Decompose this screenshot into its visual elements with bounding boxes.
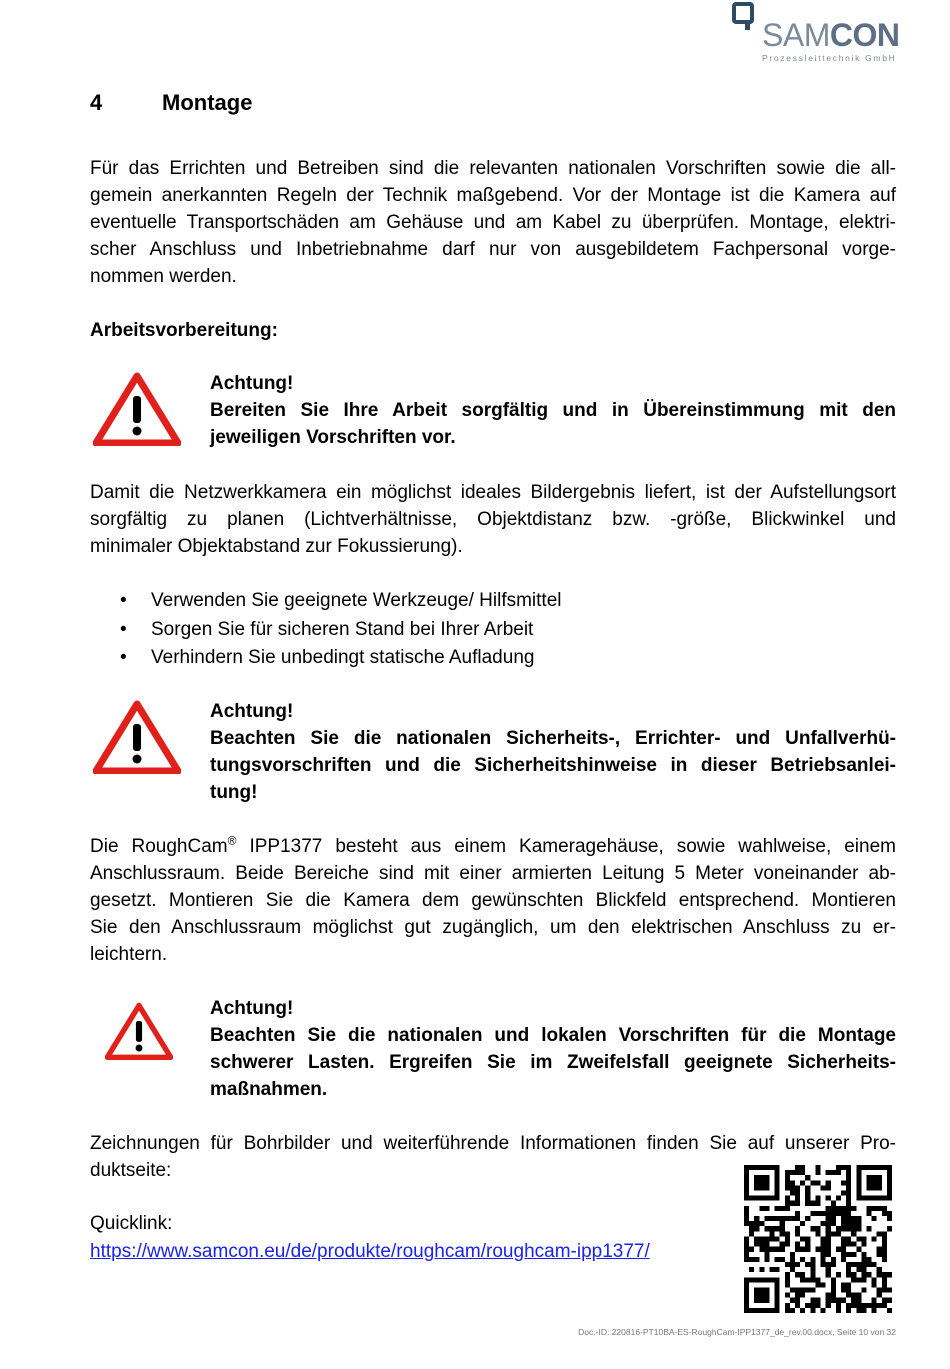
warning-triangle-icon xyxy=(93,700,181,774)
quicklink-block xyxy=(90,1210,650,1266)
warning-box-1: Achtung! Bereiten Sie Ihre Arbeit sorgfältig und in Übereinstimmung mit den jeweiligen Vorschriften vor. xyxy=(210,370,896,451)
warning-box-3: Achtung! Beachten Sie die nationalen und lokalen Vorschriften für die Montage schwerer Lasten. Ergreifen Sie im Zweifelsfall geeignete Sicherheits- maßnahmen. xyxy=(210,995,896,1103)
logo-subtitle: Prozessleittechnik GmbH xyxy=(762,53,897,63)
company-logo xyxy=(732,2,902,64)
logo-wordmark: SAMCON xyxy=(762,17,900,53)
drawings-paragraph: Zeichnungen für Bohrbilder und weiterführende Informationen finden Sie auf unserer Pro- duktseite: xyxy=(90,1133,896,1181)
document-footer: Doc.-ID: 220816-PT10BA-ES-RoughCam-IPP1377_de_rev.00.docx, Seite 10 von 32 xyxy=(578,1327,896,1337)
list-item: • Verhindern Sie unbedingt statische Aufladung xyxy=(120,647,535,668)
qr-code-icon xyxy=(744,1165,892,1313)
warning-triangle-icon xyxy=(93,372,181,446)
section-title: Montage xyxy=(162,90,253,115)
section-number: 4 xyxy=(90,90,103,115)
warning-title: Achtung! xyxy=(210,998,294,1019)
samcon-q-logo-icon xyxy=(732,2,756,32)
warning-box-2: Achtung! Beachten Sie die nationalen Sicherheits-, Errichter- und Unfallverhü- tungsvorschriften und die Sicherheitshinweise in dieser Betriebsanlei- tung! xyxy=(210,698,896,806)
warning-title: Achtung! xyxy=(210,373,294,394)
camera-placement-paragraph: Damit die Netzwerkkamera ein möglichst ideales Bildergebnis liefert, ist der Aufstellungsort sorgfältig zu planen (Lichtverhältnisse, Objektdistanz bzw. -größe, Blickwinkel und minimaler Objektabstand zur Fokussierung). xyxy=(90,482,896,557)
quicklink-label: Quicklink: xyxy=(90,1213,173,1234)
preparation-list xyxy=(90,587,562,673)
product-page-link[interactable]: https://www.samcon.eu/de/produkte/roughcam/roughcam-ipp1377/ xyxy=(90,1241,650,1262)
roughcam-paragraph: Die RoughCam® IPP1377 besteht aus einem Kameragehäuse, sowie wahlweise, einem Anschlussraum. Beide Bereiche sind mit einer armierten Leitung 5 Meter voneinander ab- gesetzt. Montieren Sie die Kamera dem gewünschten Blickfeld entsprechend. Montieren Sie den Anschlussraum möglichst gut zugänglich, um den elektrischen Anschluss zu er- leichtern. xyxy=(90,833,896,965)
warning-title: Achtung! xyxy=(210,701,294,722)
subheading-work-preparation: Arbeitsvorbereitung: xyxy=(90,320,278,341)
list-item: • Verwenden Sie geeignete Werkzeuge/ Hilfsmittel xyxy=(120,590,562,611)
intro-paragraph: Für das Errichten und Betreiben sind die relevanten nationalen Vorschriften sowie die all- gemein anerkannten Regeln der Technik maßgebend. Vor der Montage ist die Kamera auf eventuelle Transportschäden am Gehäuse und am Kabel zu überprüfen. Montage, elektri- scher Anschluss und Inbetriebnahme darf nur von ausgebildetem Fachpersonal vorge- nommen werden. xyxy=(90,158,896,287)
list-item: • Sorgen Sie für sicheren Stand bei Ihrer Arbeit xyxy=(120,618,534,640)
warning-triangle-icon xyxy=(105,1002,173,1060)
